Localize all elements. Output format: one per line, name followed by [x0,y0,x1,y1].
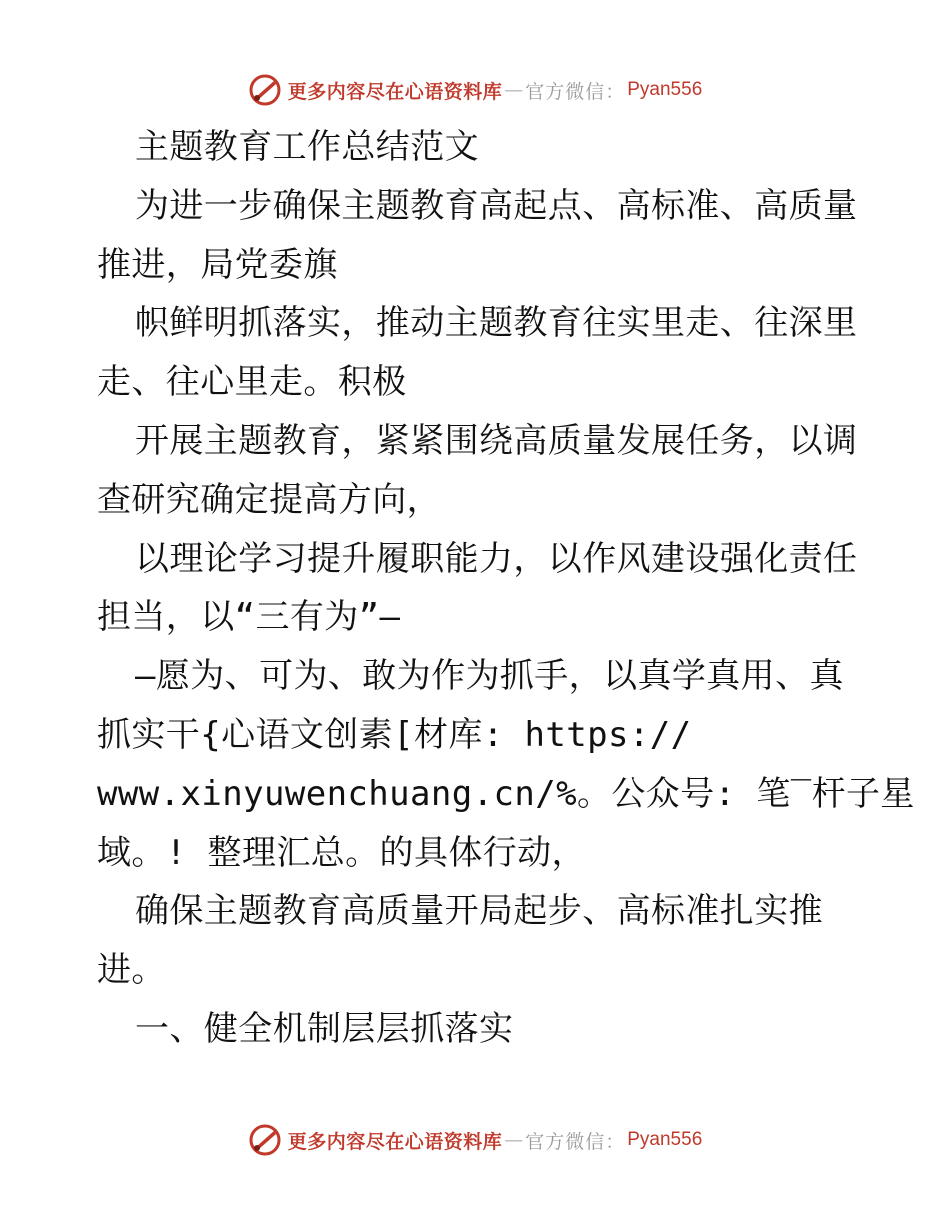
banner-dash: — [504,1129,524,1151]
section-heading: 一、健全机制层层抓落实 [135,1008,514,1049]
paragraph-line: 开展主题教育，紧紧围绕高质量发展任务，以调 [135,420,858,461]
paragraph-line: —愿为、可为、敢为作为抓手，以真学真用、真 [135,656,844,697]
paragraph-line: www.xinyuwenchuang.cn/%。公众号: 笔‾杆子星 [97,773,915,814]
banner-dash: — [504,79,524,101]
paragraph-line: 查研究确定提高方向， [97,479,441,520]
paragraph-line: 以理论学习提升履职能力，以作风建设强化责任 [135,538,858,579]
paragraph-line: 抓实干{心语文创素[材库: https:// [97,714,692,755]
paragraph-line: 域。! 整理汇总。的具体行动， [97,832,586,873]
paragraph-line: 确保主题教育高质量开局起步、高标准扎实推 [135,891,823,932]
banner-official-label: 官方微信： [525,1130,626,1153]
paragraph-line: 推进，局党委旗 [97,244,338,285]
banner-text: 更多内容尽在心语资料库 [287,1130,503,1153]
document-title: 主题教育工作总结范文 [135,127,479,167]
banner-wechat-id: Pyan556 [627,1129,703,1150]
paragraph-line: 帜鲜明抓落实，推动主题教育往实里走、往深里 [135,303,858,344]
document-body [97,118,915,1059]
banner-official-label: 官方微信： [525,80,626,103]
paragraph-line: 进。 [97,950,166,991]
banner-text: 更多内容尽在心语资料库 [287,80,503,103]
paragraph-line: 担当，以“三有为”— [97,597,401,638]
brush-circle-logo-icon [248,73,282,107]
header-banner [0,70,950,110]
paragraph-line: 走、往心里走。积极 [97,362,407,403]
footer-banner [0,1120,950,1160]
paragraph-line: 为进一步确保主题教育高起点、高标准、高质量 [135,185,858,226]
brush-circle-logo-icon [248,1123,282,1157]
banner-wechat-id: Pyan556 [627,79,703,100]
